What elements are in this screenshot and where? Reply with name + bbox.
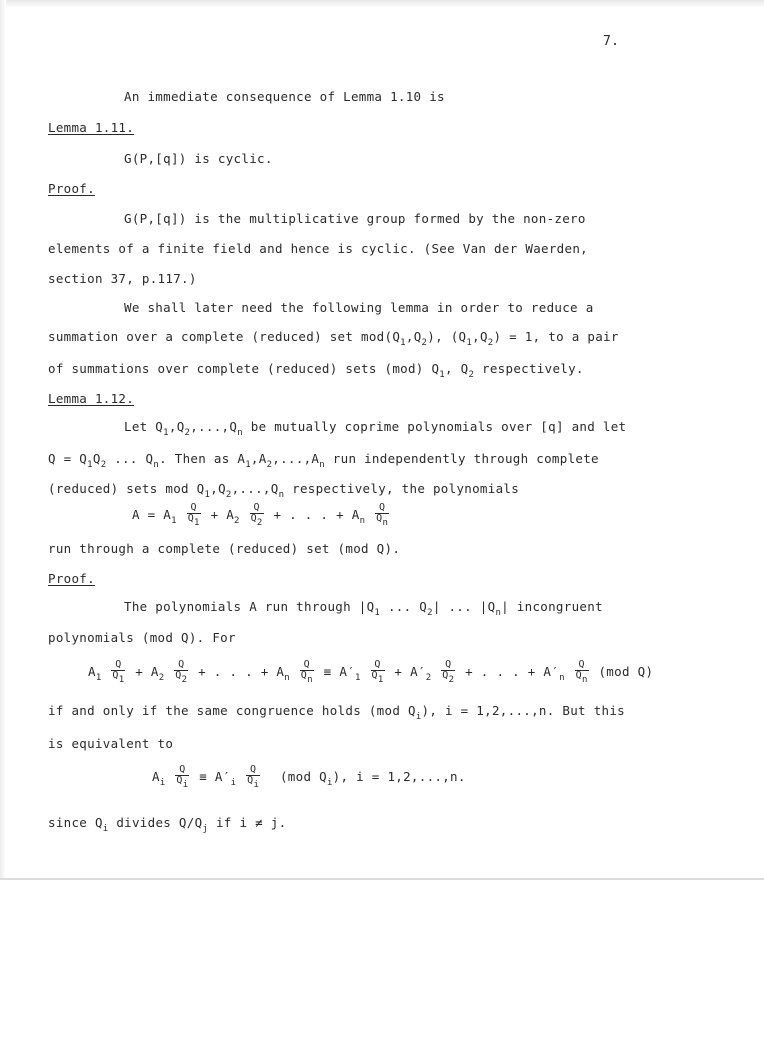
intro-line: An immediate consequence of Lemma 1.10 is — [124, 89, 445, 104]
proof-1-11-line: section 37, p.117.) — [48, 271, 197, 286]
proof-1-11-line: elements of a finite field and hence is cyclic. (See Van der Waerden, — [48, 241, 588, 256]
text-run: , — [168, 419, 177, 434]
text-run: Q — [187, 513, 195, 524]
text-run: A — [150, 664, 159, 679]
text-run: A — [258, 451, 267, 466]
lemma-1-12-title: Lemma 1.12. — [48, 391, 135, 406]
subscript: 1 — [354, 673, 361, 683]
text-run: ,...,A — [272, 451, 320, 466]
subscript: n — [319, 460, 325, 470]
denominator — [441, 671, 455, 685]
text-run: Q — [575, 670, 582, 681]
transition-line — [48, 361, 584, 380]
numerator: Q — [371, 660, 385, 671]
denominator — [575, 671, 589, 685]
text-run: ... Q — [106, 451, 154, 466]
text-run: Q — [479, 329, 488, 344]
proof-1-11-line: G(P,[q]) is the multiplicative group formed by the non-zero — [124, 211, 586, 226]
formula-a-sum — [132, 503, 391, 528]
subscript: 2 — [158, 673, 165, 683]
numerator: Q — [111, 660, 125, 671]
fraction — [246, 765, 260, 790]
text-run: A — [276, 664, 285, 679]
text-run: respectively. — [474, 361, 584, 376]
denominator — [111, 671, 125, 685]
numerator: Q — [175, 765, 189, 776]
text-run: Q — [247, 775, 254, 786]
numerator: Q — [575, 660, 589, 671]
subscript: j — [202, 824, 209, 834]
lemma-1-12-line: run through a complete (reduced) set (mod Q). — [48, 541, 401, 556]
text-run: run independently through complete — [324, 451, 599, 466]
subscript: 2 — [181, 675, 188, 685]
numerator: Q — [174, 660, 188, 671]
proof-1-12-title: Proof. — [48, 571, 95, 586]
subscript: 2 — [468, 370, 475, 380]
denominator — [250, 514, 264, 528]
text-run: | ... |Q — [432, 599, 496, 614]
fraction — [175, 765, 189, 790]
text-run: Let Q — [124, 419, 164, 434]
text-run: ), i = 1,2,...,n. But this — [421, 703, 625, 718]
subscript: 2 — [266, 460, 273, 470]
fraction — [575, 660, 589, 685]
text-run: ... — [380, 599, 420, 614]
subscript: i — [415, 712, 422, 722]
text-run: Q — [92, 451, 101, 466]
proof-1-12-line — [48, 815, 286, 834]
subscript: 1 — [466, 338, 473, 348]
text-run: since Q — [48, 815, 103, 830]
transition-line — [48, 329, 619, 348]
text-run: + — [210, 507, 219, 522]
subscript: 2 — [225, 490, 232, 500]
proof-1-12-line: is equivalent to — [48, 736, 174, 751]
text-run: Q — [300, 670, 308, 681]
subscript: n — [382, 518, 389, 528]
subscript: 2 — [256, 518, 263, 528]
text-run: Q — [413, 329, 422, 344]
subscript: i — [182, 780, 189, 790]
subscript: n — [581, 675, 588, 685]
subscript: 1 — [374, 608, 381, 618]
fraction — [187, 503, 201, 528]
fraction — [174, 660, 188, 685]
text-run: ≡ — [323, 664, 332, 679]
subscript: n — [495, 608, 502, 618]
subscript: 2 — [100, 460, 107, 470]
text-run: Q — [175, 670, 182, 681]
lemma-1-12-line — [48, 451, 599, 470]
text-run: + — [394, 664, 403, 679]
subscript: 1 — [118, 675, 125, 685]
subscript: 2 — [427, 608, 433, 618]
scan-edge-left — [0, 0, 6, 880]
text-run: ), (Q — [427, 329, 467, 344]
denominator — [187, 514, 201, 528]
text-run: Q — [218, 481, 226, 496]
scan-edge-top — [0, 0, 764, 8]
fraction — [441, 660, 455, 685]
text-run: | incongruent — [501, 599, 603, 614]
numerator: Q — [441, 660, 455, 671]
subscript: i — [102, 824, 109, 834]
denominator — [300, 671, 314, 685]
text-run: + — [135, 664, 144, 679]
text-run: ,...,Q — [231, 481, 279, 496]
subscript: 1 — [194, 518, 200, 528]
formula-congruence — [88, 660, 653, 685]
formula-equivalent — [152, 765, 466, 790]
subscript: 2 — [421, 338, 428, 348]
subscript: 2 — [448, 675, 455, 685]
numerator: Q — [246, 765, 260, 776]
text-run: Q = Q — [48, 451, 88, 466]
text-run: ), i = 1,2,...,n. — [332, 769, 466, 784]
subscript: i — [230, 778, 237, 788]
lemma-1-11-title: Lemma 1.11. — [48, 120, 135, 135]
subscript: i — [253, 780, 260, 790]
text-run: , — [405, 329, 414, 344]
text-run: respectively, the polynomials — [284, 481, 520, 496]
text-run: A′ — [410, 664, 426, 679]
subscript: 1 — [171, 516, 177, 526]
fraction — [371, 660, 385, 685]
lemma-1-12-line — [124, 419, 626, 438]
text-run: Q — [250, 513, 257, 524]
subscript: 1 — [439, 370, 445, 380]
scan-page-edge — [0, 878, 764, 880]
subscript: i — [326, 778, 333, 788]
text-run: divides Q/Q — [108, 815, 203, 830]
text-run: . Then as A — [159, 451, 246, 466]
text-run: , — [472, 329, 480, 344]
text-run: A′ — [339, 664, 355, 679]
text-run: , — [250, 451, 259, 466]
subscript: n — [284, 673, 290, 683]
proof-1-11-title: Proof. — [48, 181, 95, 196]
text-run: if and only if the same congruence holds (mod Q — [48, 703, 416, 718]
proof-1-12-line: polynomials (mod Q). For — [48, 630, 236, 645]
subscript: n — [278, 490, 285, 500]
text-run: A′ — [214, 769, 231, 784]
numerator: Q — [375, 503, 389, 514]
text-run: + . . . + — [198, 664, 269, 679]
subscript: 1 — [163, 428, 169, 438]
subscript: 1 — [95, 673, 102, 683]
numerator: Q — [187, 503, 201, 514]
subscript: 2 — [184, 428, 191, 438]
text-run: A — [226, 507, 235, 522]
subscript: 1 — [377, 675, 384, 685]
text-run: Q — [419, 599, 428, 614]
text-run: Q — [371, 670, 378, 681]
subscript: 1 — [204, 490, 211, 500]
text-run: ≡ — [199, 769, 208, 784]
text-run: A′ — [543, 664, 560, 679]
text-run: of summations over complete (reduced) sets (mod) Q — [48, 361, 440, 376]
text-run: ) = 1, to a pair — [493, 329, 619, 344]
text-run: Q — [176, 419, 185, 434]
text-run: Q — [112, 670, 119, 681]
fraction — [250, 503, 264, 528]
lemma-1-12-line — [48, 481, 519, 500]
subscript: n — [307, 675, 313, 685]
subscript: 1 — [245, 460, 251, 470]
subscript: 2 — [425, 673, 432, 683]
subscript: n — [153, 460, 160, 470]
subscript: 1 — [87, 460, 93, 470]
fraction — [300, 660, 314, 685]
text-run: + . . . + — [465, 664, 536, 679]
text-run: , Q — [445, 361, 469, 376]
text-run: (mod Q) — [598, 664, 654, 679]
text-run: A — [152, 769, 160, 784]
proof-1-12-line — [124, 599, 603, 618]
subscript: i — [159, 778, 166, 788]
subscript: 1 — [400, 338, 406, 348]
text-run: (reduced) sets mod Q — [48, 481, 205, 496]
fraction — [111, 660, 125, 685]
text-run: A = A — [132, 507, 172, 522]
text-run: A — [351, 507, 360, 522]
text-run: Q — [176, 775, 183, 786]
subscript: 2 — [234, 516, 240, 526]
subscript: 2 — [487, 338, 494, 348]
text-run: (mod Q — [279, 769, 327, 784]
subscript: n — [237, 428, 243, 438]
denominator — [375, 514, 389, 528]
text-run: Q — [376, 513, 383, 524]
text-run: Q — [442, 670, 449, 681]
text-run: , — [210, 481, 219, 496]
numerator: Q — [250, 503, 264, 514]
lemma-1-11-statement: G(P,[q]) is cyclic. — [124, 151, 273, 166]
denominator — [246, 776, 260, 790]
text-run: ,...,Q — [190, 419, 238, 434]
denominator — [371, 671, 385, 685]
text-run: if i ≠ j. — [208, 815, 287, 830]
text-run: + . . . + — [273, 507, 344, 522]
text-run: The polynomials A run through |Q — [124, 599, 375, 614]
fraction — [375, 503, 389, 528]
page-number: 7. — [603, 34, 620, 49]
subscript: n — [559, 673, 565, 683]
denominator — [175, 776, 189, 790]
proof-1-12-line — [48, 703, 625, 722]
text-run: be mutually coprime polynomials over [q] and let — [242, 419, 627, 434]
numerator: Q — [300, 660, 314, 671]
text-run: summation over a complete (reduced) set mod(Q — [48, 329, 401, 344]
text-run: A — [88, 664, 96, 679]
denominator — [174, 671, 188, 685]
transition-line: We shall later need the following lemma in order to reduce a — [124, 300, 594, 315]
subscript: n — [359, 516, 366, 526]
